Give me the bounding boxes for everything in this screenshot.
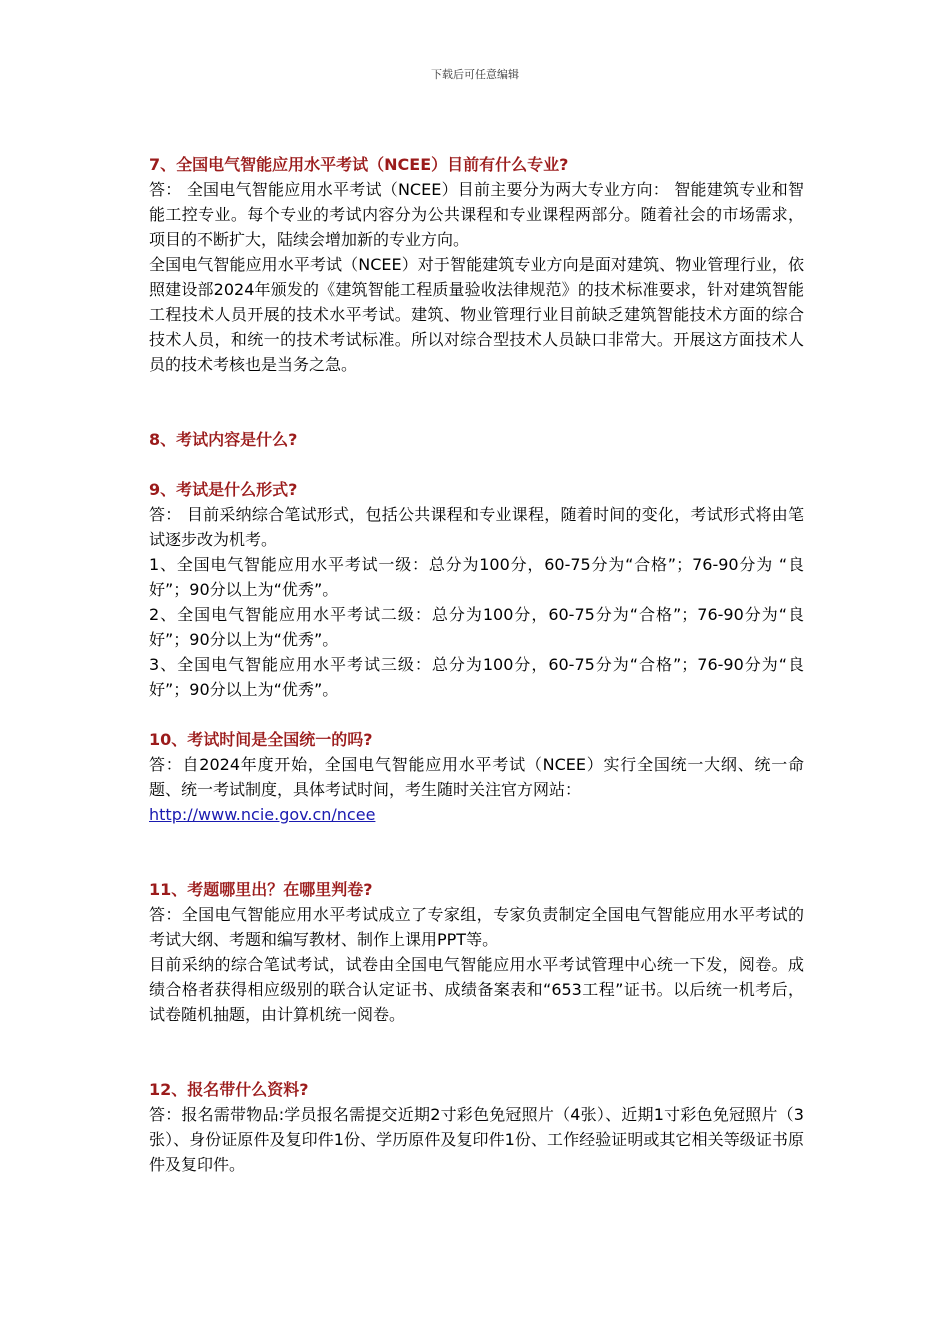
question-11-answer: 答：全国电气智能应用水平考试成立了专家组，专家负责制定全国电气智能应用水平考试的考试大纲、考题和编写教材、制作上课用PPT等。: [149, 905, 804, 949]
question-7-title: 7、全国电气智能应用水平考试（NCEE）目前有什么专业?: [149, 155, 569, 174]
question-8-title: 8、考试内容是什么?: [149, 430, 298, 449]
question-11-title: 11、考题哪里出？在哪里判卷?: [149, 880, 373, 899]
question-9-title: 9、考试是什么形式?: [149, 480, 298, 499]
question-9-level-2: 2、全国电气智能应用水平考试二级：总分为100分，60-75分为“合格”；76-90分为“良好”；90分以上为“优秀”。: [149, 605, 804, 649]
question-12-title: 12、报名带什么资料?: [149, 1080, 309, 1099]
question-10-answer: 答：自2024年度开始，全国电气智能应用水平考试（NCEE）实行全国统一大纲、统一命题、统一考试制度，具体考试时间，考生随时关注官方网站：: [149, 755, 804, 799]
question-12-answer: 答：报名需带物品:学员报名需提交近期2寸彩色免冠照片（4张）、近期1寸彩色免冠照片（3张）、身份证原件及复印件1份、学历原件及复印件1份、工作经验证明或其它相关等级证书原件及复印件。: [149, 1105, 804, 1174]
official-website-link[interactable]: http://www.ncie.gov.cn/ncee: [149, 805, 376, 824]
document-body: [149, 152, 804, 1177]
question-11-answer-detail: 目前采纳的综合笔试考试，试卷由全国电气智能应用水平考试管理中心统一下发，阅卷。成绩合格者获得相应级别的联合认定证书、成绩备案表和“653工程”证书。以后统一机考后，试卷随机抽题，由计算机统一阅卷。: [149, 955, 804, 1024]
page-header: 下载后可任意编辑: [431, 68, 519, 81]
question-9-level-3: 3、全国电气智能应用水平考试三级：总分为100分，60-75分为“合格”；76-90分为“良好”；90分以上为“优秀”。: [149, 655, 804, 699]
question-9-answer: 答： 目前采纳综合笔试形式，包括公共课程和专业课程，随着时间的变化，考试形式将由笔试逐步改为机考。: [149, 505, 804, 549]
question-7-answer-detail: 全国电气智能应用水平考试（NCEE）对于智能建筑专业方向是面对建筑、物业管理行业，依照建设部2024年颁发的《建筑智能工程质量验收法律规范》的技术标准要求，针对建筑智能工程技术人员开展的技术水平考试。建筑、物业管理行业目前缺乏建筑智能技术方面的综合技术人员，和统一的技术考试标准。所以对综合型技术人员缺口非常大。开展这方面技术人员的技术考核也是当务之急。: [149, 255, 804, 374]
question-7-answer: 答： 全国电气智能应用水平考试（NCEE）目前主要分为两大专业方向： 智能建筑专业和智能工控专业。每个专业的考试内容分为公共课程和专业课程两部分。随着社会的市场需求，项目的不断扩大，陆续会增加新的专业方向。: [149, 180, 804, 249]
question-10-title: 10、考试时间是全国统一的吗?: [149, 730, 373, 749]
question-9-level-1: 1、全国电气智能应用水平考试一级：总分为100分，60-75分为“合格”；76-90分为 “良好”；90分以上为“优秀”。: [149, 555, 804, 599]
